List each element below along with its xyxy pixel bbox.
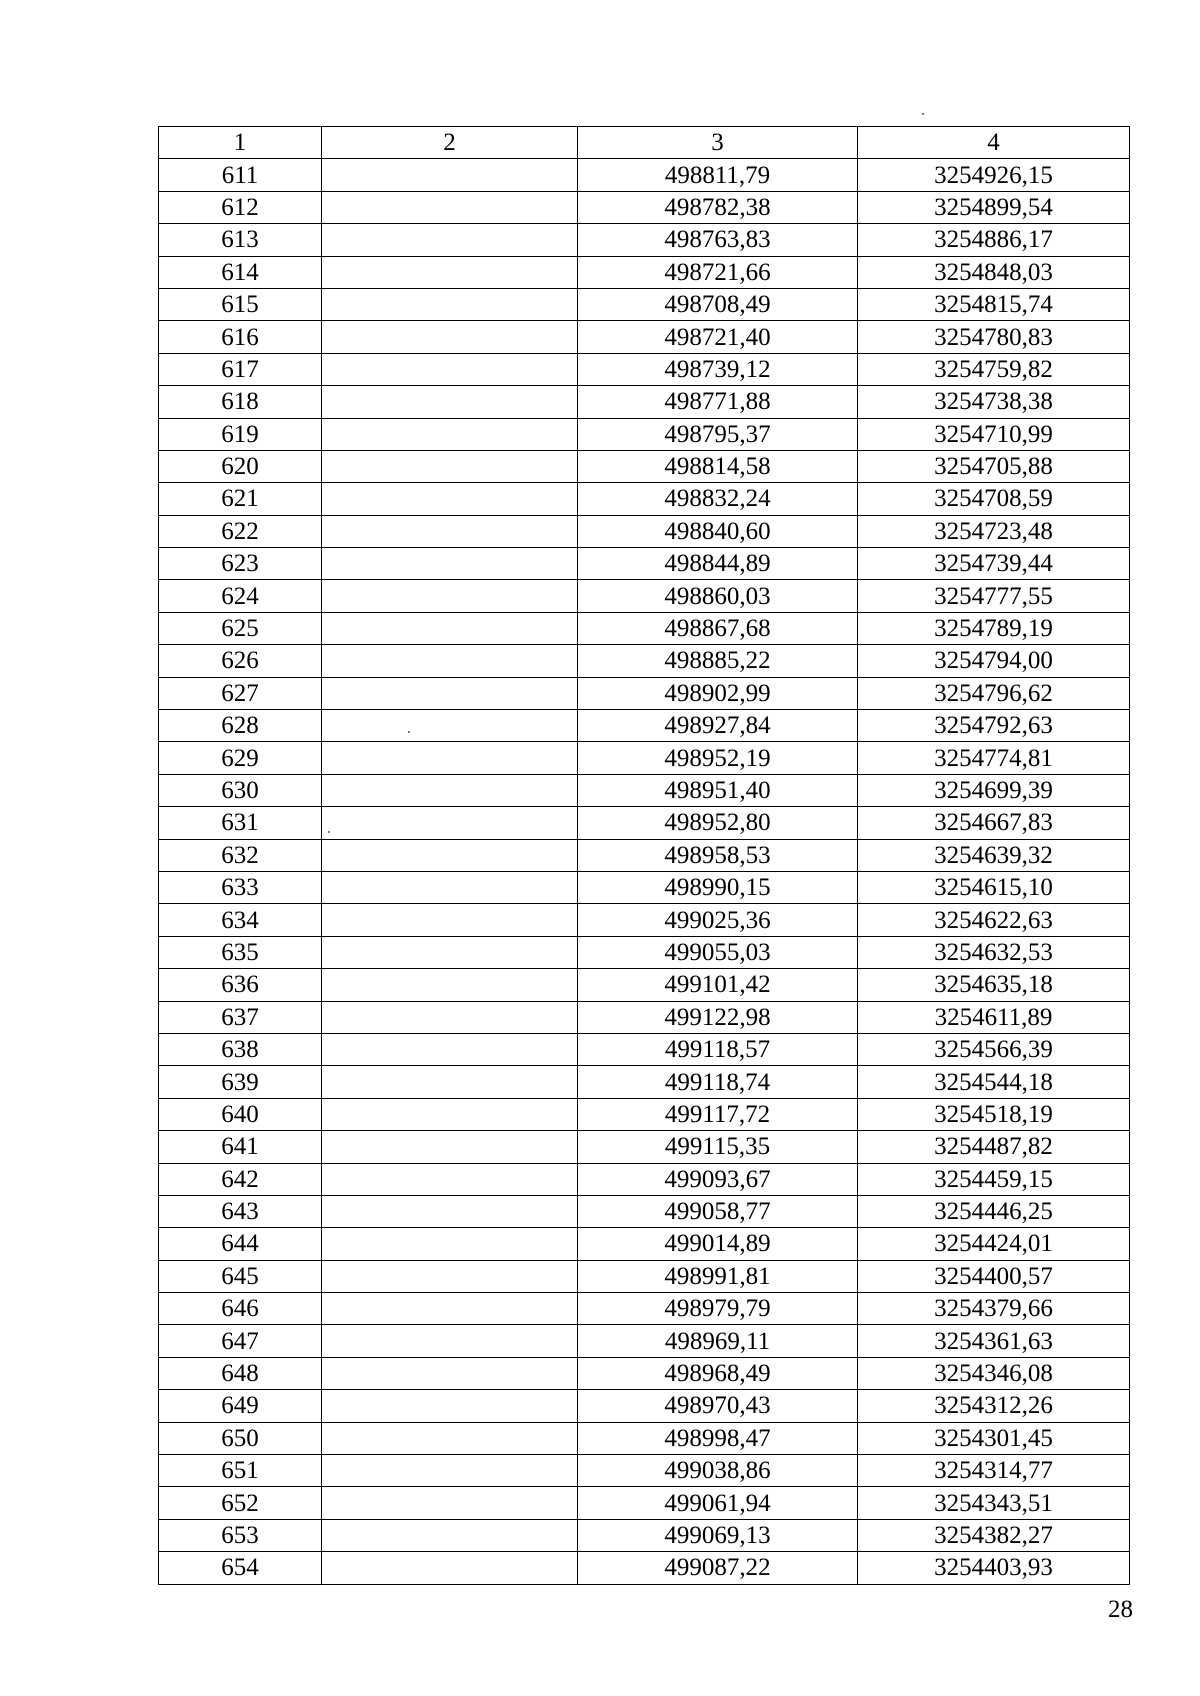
column-header: 2	[322, 127, 578, 159]
table-row	[159, 807, 1130, 839]
point-number-cell: 632	[159, 839, 322, 871]
table-row	[159, 1357, 1130, 1389]
empty-cell	[322, 1455, 578, 1487]
empty-cell	[322, 386, 578, 418]
empty-cell	[322, 321, 578, 353]
empty-cell	[322, 1390, 578, 1422]
empty-cell	[322, 224, 578, 256]
empty-cell	[322, 742, 578, 774]
y-coordinate-cell: 3254667,83	[858, 807, 1130, 839]
y-coordinate-cell: 3254886,17	[858, 224, 1130, 256]
table-row	[159, 483, 1130, 515]
y-coordinate-cell: 3254639,32	[858, 839, 1130, 871]
table-row	[159, 1228, 1130, 1260]
table-row	[159, 353, 1130, 385]
table-row	[159, 645, 1130, 677]
x-coordinate-cell: 498739,12	[578, 353, 858, 385]
x-coordinate-cell: 498968,49	[578, 1357, 858, 1389]
point-number-cell: 619	[159, 418, 322, 450]
point-number-cell: 649	[159, 1390, 322, 1422]
y-coordinate-cell: 3254926,15	[858, 159, 1130, 191]
y-coordinate-cell: 3254544,18	[858, 1066, 1130, 1098]
y-coordinate-cell: 3254635,18	[858, 969, 1130, 1001]
table-row	[159, 1455, 1130, 1487]
point-number-cell: 646	[159, 1293, 322, 1325]
x-coordinate-cell: 498991,81	[578, 1260, 858, 1292]
point-number-cell: 613	[159, 224, 322, 256]
table-row	[159, 677, 1130, 709]
x-coordinate-cell: 499118,74	[578, 1066, 858, 1098]
x-coordinate-cell: 499117,72	[578, 1098, 858, 1130]
y-coordinate-cell: 3254705,88	[858, 450, 1130, 482]
point-number-cell: 631	[159, 807, 322, 839]
x-coordinate-cell: 498952,19	[578, 742, 858, 774]
point-number-cell: 652	[159, 1487, 322, 1519]
x-coordinate-cell: 498860,03	[578, 580, 858, 612]
table-row	[159, 774, 1130, 806]
point-number-cell: 640	[159, 1098, 322, 1130]
empty-cell	[322, 774, 578, 806]
y-coordinate-cell: 3254487,82	[858, 1131, 1130, 1163]
empty-cell	[322, 904, 578, 936]
empty-cell	[322, 1357, 578, 1389]
y-coordinate-cell: 3254632,53	[858, 936, 1130, 968]
x-coordinate-cell: 499038,86	[578, 1455, 858, 1487]
table-row	[159, 936, 1130, 968]
x-coordinate-cell: 499058,77	[578, 1195, 858, 1227]
empty-cell	[322, 839, 578, 871]
point-number-cell: 644	[159, 1228, 322, 1260]
y-coordinate-cell: 3254815,74	[858, 288, 1130, 320]
empty-cell	[322, 1131, 578, 1163]
point-number-cell: 633	[159, 871, 322, 903]
empty-cell	[322, 515, 578, 547]
empty-cell	[322, 1098, 578, 1130]
empty-cell	[322, 1001, 578, 1033]
point-number-cell: 611	[159, 159, 322, 191]
y-coordinate-cell: 3254789,19	[858, 612, 1130, 644]
x-coordinate-cell: 499025,36	[578, 904, 858, 936]
y-coordinate-cell: 3254446,25	[858, 1195, 1130, 1227]
empty-cell	[322, 1293, 578, 1325]
table-row	[159, 1163, 1130, 1195]
point-number-cell: 615	[159, 288, 322, 320]
x-coordinate-cell: 498952,80	[578, 807, 858, 839]
page-number: 28	[1108, 1596, 1133, 1623]
table-row	[159, 224, 1130, 256]
y-coordinate-cell: 3254777,55	[858, 580, 1130, 612]
x-coordinate-cell: 499061,94	[578, 1487, 858, 1519]
empty-cell	[322, 1163, 578, 1195]
point-number-cell: 653	[159, 1519, 322, 1551]
table-body	[159, 159, 1130, 1584]
empty-cell	[322, 1195, 578, 1227]
table-row	[159, 1195, 1130, 1227]
point-number-cell: 612	[159, 191, 322, 223]
x-coordinate-cell: 499087,22	[578, 1552, 858, 1584]
y-coordinate-cell: 3254343,51	[858, 1487, 1130, 1519]
table-row	[159, 1325, 1130, 1357]
x-coordinate-cell: 499055,03	[578, 936, 858, 968]
table-row	[159, 612, 1130, 644]
point-number-cell: 638	[159, 1033, 322, 1065]
coordinates-table	[158, 126, 1130, 1585]
table-row	[159, 580, 1130, 612]
point-number-cell: 630	[159, 774, 322, 806]
x-coordinate-cell: 499115,35	[578, 1131, 858, 1163]
x-coordinate-cell: 498814,58	[578, 450, 858, 482]
x-coordinate-cell: 499014,89	[578, 1228, 858, 1260]
x-coordinate-cell: 498721,66	[578, 256, 858, 288]
table-row	[159, 159, 1130, 191]
column-header: 4	[858, 127, 1130, 159]
empty-cell	[322, 1260, 578, 1292]
table-row	[159, 839, 1130, 871]
empty-cell	[322, 256, 578, 288]
x-coordinate-cell: 498867,68	[578, 612, 858, 644]
y-coordinate-cell: 3254848,03	[858, 256, 1130, 288]
y-coordinate-cell: 3254400,57	[858, 1260, 1130, 1292]
point-number-cell: 648	[159, 1357, 322, 1389]
empty-cell	[322, 353, 578, 385]
point-number-cell: 651	[159, 1455, 322, 1487]
y-coordinate-cell: 3254611,89	[858, 1001, 1130, 1033]
empty-cell	[322, 645, 578, 677]
empty-cell	[322, 1033, 578, 1065]
point-number-cell: 654	[159, 1552, 322, 1584]
table-row	[159, 1098, 1130, 1130]
point-number-cell: 617	[159, 353, 322, 385]
point-number-cell: 621	[159, 483, 322, 515]
y-coordinate-cell: 3254794,00	[858, 645, 1130, 677]
empty-cell	[322, 612, 578, 644]
table-row	[159, 1552, 1130, 1584]
y-coordinate-cell: 3254738,38	[858, 386, 1130, 418]
x-coordinate-cell: 498979,79	[578, 1293, 858, 1325]
point-number-cell: 647	[159, 1325, 322, 1357]
point-number-cell: 629	[159, 742, 322, 774]
table-row	[159, 256, 1130, 288]
x-coordinate-cell: 498811,79	[578, 159, 858, 191]
x-coordinate-cell: 498970,43	[578, 1390, 858, 1422]
x-coordinate-cell: 498998,47	[578, 1422, 858, 1454]
empty-cell	[322, 936, 578, 968]
point-number-cell: 618	[159, 386, 322, 418]
x-coordinate-cell: 499101,42	[578, 969, 858, 1001]
x-coordinate-cell: 499118,57	[578, 1033, 858, 1065]
column-header: 3	[578, 127, 858, 159]
y-coordinate-cell: 3254314,77	[858, 1455, 1130, 1487]
y-coordinate-cell: 3254379,66	[858, 1293, 1130, 1325]
x-coordinate-cell: 498840,60	[578, 515, 858, 547]
x-coordinate-cell: 498951,40	[578, 774, 858, 806]
table-row	[159, 1293, 1130, 1325]
table-row	[159, 710, 1130, 742]
y-coordinate-cell: 3254622,63	[858, 904, 1130, 936]
y-coordinate-cell: 3254346,08	[858, 1357, 1130, 1389]
table-header-row	[159, 127, 1130, 159]
empty-cell	[322, 1325, 578, 1357]
y-coordinate-cell: 3254723,48	[858, 515, 1130, 547]
point-number-cell: 650	[159, 1422, 322, 1454]
point-number-cell: 636	[159, 969, 322, 1001]
y-coordinate-cell: 3254382,27	[858, 1519, 1130, 1551]
x-coordinate-cell: 498763,83	[578, 224, 858, 256]
x-coordinate-cell: 498969,11	[578, 1325, 858, 1357]
empty-cell	[322, 969, 578, 1001]
y-coordinate-cell: 3254424,01	[858, 1228, 1130, 1260]
x-coordinate-cell: 498795,37	[578, 418, 858, 450]
point-number-cell: 639	[159, 1066, 322, 1098]
y-coordinate-cell: 3254361,63	[858, 1325, 1130, 1357]
x-coordinate-cell: 498958,53	[578, 839, 858, 871]
point-number-cell: 634	[159, 904, 322, 936]
y-coordinate-cell: 3254708,59	[858, 483, 1130, 515]
column-header: 1	[159, 127, 322, 159]
x-coordinate-cell: 498990,15	[578, 871, 858, 903]
empty-cell	[322, 1066, 578, 1098]
empty-cell	[322, 1552, 578, 1584]
table-row	[159, 1422, 1130, 1454]
x-coordinate-cell: 498885,22	[578, 645, 858, 677]
point-number-cell: 616	[159, 321, 322, 353]
empty-cell	[322, 871, 578, 903]
point-number-cell: 628	[159, 710, 322, 742]
x-coordinate-cell: 499069,13	[578, 1519, 858, 1551]
table-row	[159, 969, 1130, 1001]
table-row	[159, 1487, 1130, 1519]
point-number-cell: 641	[159, 1131, 322, 1163]
table-row	[159, 321, 1130, 353]
y-coordinate-cell: 3254759,82	[858, 353, 1130, 385]
empty-cell	[322, 677, 578, 709]
table-row	[159, 418, 1130, 450]
empty-cell	[322, 1487, 578, 1519]
x-coordinate-cell: 498902,99	[578, 677, 858, 709]
empty-cell	[322, 1228, 578, 1260]
x-coordinate-cell: 499093,67	[578, 1163, 858, 1195]
table-row	[159, 1519, 1130, 1551]
y-coordinate-cell: 3254301,45	[858, 1422, 1130, 1454]
x-coordinate-cell: 498832,24	[578, 483, 858, 515]
y-coordinate-cell: 3254899,54	[858, 191, 1130, 223]
y-coordinate-cell: 3254739,44	[858, 548, 1130, 580]
empty-cell	[322, 710, 578, 742]
y-coordinate-cell: 3254566,39	[858, 1033, 1130, 1065]
point-number-cell: 637	[159, 1001, 322, 1033]
y-coordinate-cell: 3254459,15	[858, 1163, 1130, 1195]
table-row	[159, 1390, 1130, 1422]
y-coordinate-cell: 3254403,93	[858, 1552, 1130, 1584]
table-row	[159, 1033, 1130, 1065]
point-number-cell: 627	[159, 677, 322, 709]
y-coordinate-cell: 3254774,81	[858, 742, 1130, 774]
scan-speck	[922, 113, 924, 115]
empty-cell	[322, 483, 578, 515]
y-coordinate-cell: 3254780,83	[858, 321, 1130, 353]
empty-cell	[322, 1519, 578, 1551]
table-row	[159, 1001, 1130, 1033]
table-row	[159, 386, 1130, 418]
point-number-cell: 643	[159, 1195, 322, 1227]
table-row	[159, 288, 1130, 320]
table-row	[159, 1131, 1130, 1163]
empty-cell	[322, 159, 578, 191]
empty-cell	[322, 1422, 578, 1454]
point-number-cell: 622	[159, 515, 322, 547]
y-coordinate-cell: 3254710,99	[858, 418, 1130, 450]
table-row	[159, 904, 1130, 936]
point-number-cell: 635	[159, 936, 322, 968]
empty-cell	[322, 450, 578, 482]
x-coordinate-cell: 499122,98	[578, 1001, 858, 1033]
y-coordinate-cell: 3254796,62	[858, 677, 1130, 709]
table-row	[159, 515, 1130, 547]
x-coordinate-cell: 498844,89	[578, 548, 858, 580]
y-coordinate-cell: 3254792,63	[858, 710, 1130, 742]
empty-cell	[322, 191, 578, 223]
point-number-cell: 642	[159, 1163, 322, 1195]
x-coordinate-cell: 498708,49	[578, 288, 858, 320]
point-number-cell: 626	[159, 645, 322, 677]
table-row	[159, 548, 1130, 580]
x-coordinate-cell: 498782,38	[578, 191, 858, 223]
y-coordinate-cell: 3254699,39	[858, 774, 1130, 806]
point-number-cell: 624	[159, 580, 322, 612]
table-row	[159, 1066, 1130, 1098]
table-row	[159, 742, 1130, 774]
point-number-cell: 614	[159, 256, 322, 288]
empty-cell	[322, 807, 578, 839]
y-coordinate-cell: 3254518,19	[858, 1098, 1130, 1130]
x-coordinate-cell: 498721,40	[578, 321, 858, 353]
table-row	[159, 450, 1130, 482]
table-row	[159, 871, 1130, 903]
y-coordinate-cell: 3254615,10	[858, 871, 1130, 903]
table-row	[159, 1260, 1130, 1292]
empty-cell	[322, 418, 578, 450]
x-coordinate-cell: 498771,88	[578, 386, 858, 418]
table-row	[159, 191, 1130, 223]
point-number-cell: 645	[159, 1260, 322, 1292]
point-number-cell: 625	[159, 612, 322, 644]
x-coordinate-cell: 498927,84	[578, 710, 858, 742]
point-number-cell: 620	[159, 450, 322, 482]
empty-cell	[322, 288, 578, 320]
y-coordinate-cell: 3254312,26	[858, 1390, 1130, 1422]
empty-cell	[322, 580, 578, 612]
point-number-cell: 623	[159, 548, 322, 580]
empty-cell	[322, 548, 578, 580]
